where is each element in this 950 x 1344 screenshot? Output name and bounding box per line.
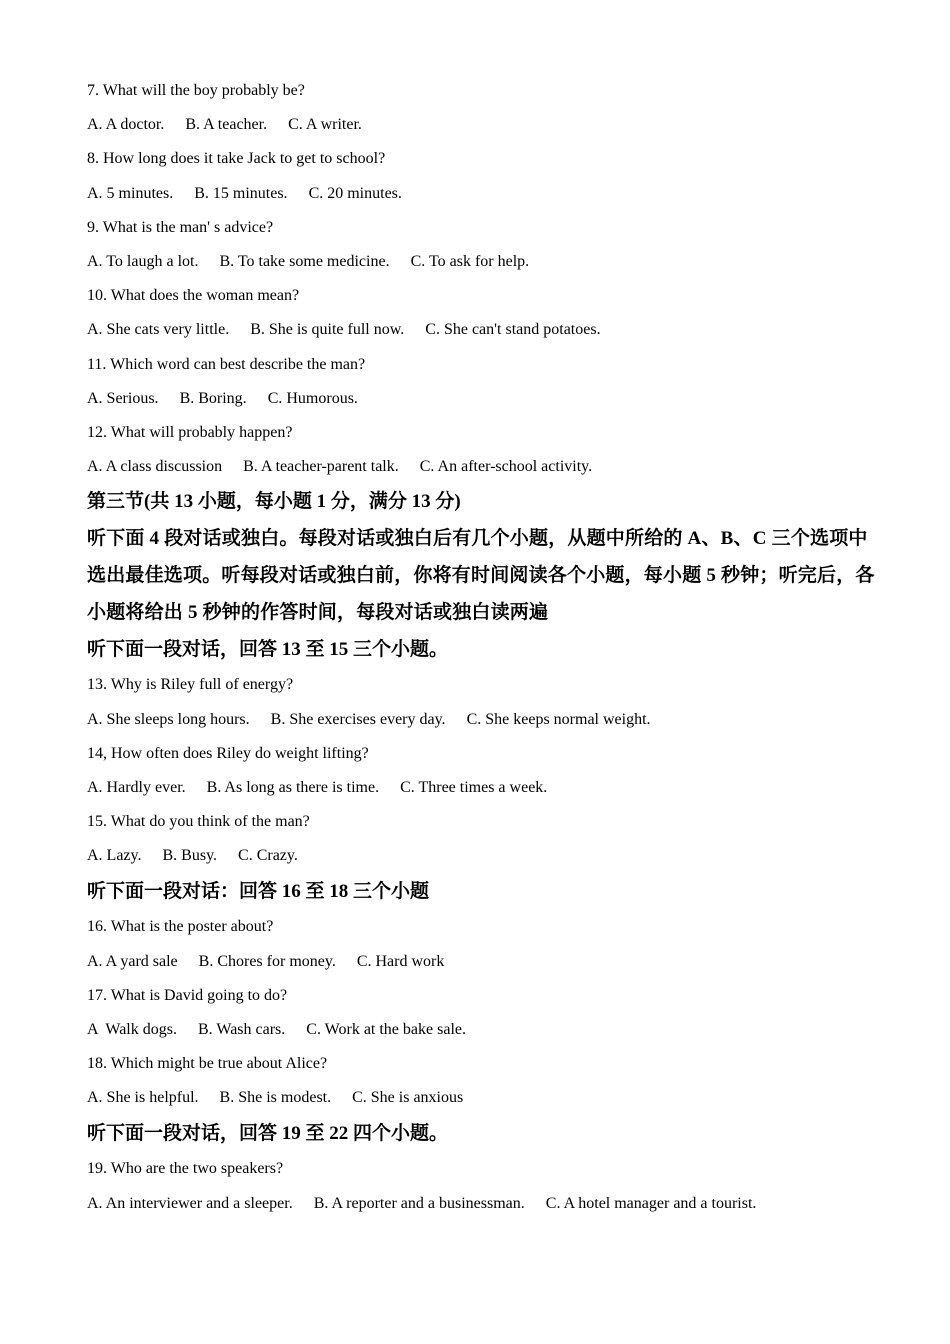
options-19 [87,1187,877,1221]
options-17 [87,1013,877,1047]
question-12: 12. What will probably happen? [87,424,293,442]
option-c: C. Crazy. [238,847,298,865]
option-c: C. A writer. [288,116,362,134]
option-c: C. Work at the bake sale. [306,1021,466,1039]
options-15 [87,839,877,873]
option-c: C. To ask for help. [410,253,530,271]
option-c: C. 20 minutes. [308,184,402,202]
options-10 [87,313,877,347]
option-b: B. She exercises every day. [270,710,446,728]
option-a: A. She cats very little. [87,321,230,339]
option-a: A Walk dogs. [87,1021,177,1039]
section-instructions: 听下面 4 段对话或独白。每段对话或独白后有几个小题，从题中所给的 A、B、C 三个选项中选出最佳选项。听每段对话或独白前，你将有时间阅读各个小题，每小题 5 秒钟；听完后，各小题将给出 5 秒钟的作答时间，每段对话或独白读两遍 [87,528,875,623]
option-a: A. She is helpful. [87,1089,199,1107]
options-14 [87,771,877,805]
exam-page [87,74,877,1221]
option-c: C. She can't stand potatoes. [425,321,601,339]
question-8: 8. How long does it take Jack to get to school? [87,150,386,168]
option-b: B. She is quite full now. [250,321,405,339]
question-18: 18. Which might be true about Alice? [87,1055,328,1073]
question-11: 11. Which word can best describe the man? [87,355,366,373]
question-9: 9. What is the man' s advice? [87,218,274,236]
dialog-heading-19-22: 听下面一段对话，回答 19 至 22 四个小题。 [87,1122,449,1144]
option-b: B. Chores for money. [198,952,336,970]
options-16 [87,945,877,979]
option-c: C. A hotel manager and a tourist. [545,1194,757,1212]
option-a: A. She sleeps long hours. [87,710,250,728]
question-16: 16. What is the poster about? [87,918,274,936]
option-b: B. A teacher-parent talk. [243,458,399,476]
options-12 [87,450,877,484]
options-18 [87,1081,877,1115]
option-b: B. To take some medicine. [219,253,390,271]
option-a: A. Hardly ever. [87,779,186,797]
option-a: A. A class discussion [87,458,223,476]
question-15: 15. What do you think of the man? [87,813,310,831]
option-b: B. Busy. [162,847,218,865]
option-c: C. She is anxious [352,1089,464,1107]
option-a: A. Serious. [87,389,159,407]
option-a: A. An interviewer and a sleeper. [87,1194,293,1212]
section-title: 第三节(共 13 小题，每小题 1 分，满分 13 分) [87,491,461,513]
options-13 [87,703,877,737]
question-group-16-18 [87,910,877,1115]
options-8 [87,177,877,211]
question-group-13-15 [87,668,877,873]
option-b: B. She is modest. [219,1089,332,1107]
question-19: 19. Who are the two speakers? [87,1160,284,1178]
option-b: B. As long as there is time. [206,779,380,797]
option-c: C. She keeps normal weight. [466,710,651,728]
option-b: B. 15 minutes. [194,184,288,202]
option-b: B. Wash cars. [197,1021,286,1039]
dialog-heading-13-15: 听下面一段对话，回答 13 至 15 三个小题。 [87,638,449,660]
question-group-7-12 [87,74,877,484]
option-a: A. A doctor. [87,116,165,134]
option-c: C. Three times a week. [400,779,548,797]
options-11 [87,382,877,416]
options-9 [87,245,877,279]
question-7: 7. What will the boy probably be? [87,82,305,99]
option-a: A. To laugh a lot. [87,253,199,271]
option-b: B. A reporter and a businessman. [313,1194,525,1212]
dialog-heading-16-18: 听下面一段对话：回答 16 至 18 三个小题 [87,880,430,902]
question-group-19 [87,1152,877,1220]
option-a: A. A yard sale [87,952,178,970]
option-b: B. A teacher. [185,116,268,134]
question-10: 10. What does the woman mean? [87,287,300,305]
option-a: A. 5 minutes. [87,184,174,202]
option-a: A. Lazy. [87,847,142,865]
option-b: B. Boring. [179,389,247,407]
question-14: 14, How often does Riley do weight lifting? [87,744,369,762]
question-13: 13. Why is Riley full of energy? [87,676,294,694]
option-c: C. Humorous. [267,389,358,407]
option-c: C. An after-school activity. [419,458,593,476]
options-7 [87,108,877,142]
option-c: C. Hard work [356,952,445,970]
question-17: 17. What is David going to do? [87,986,288,1004]
